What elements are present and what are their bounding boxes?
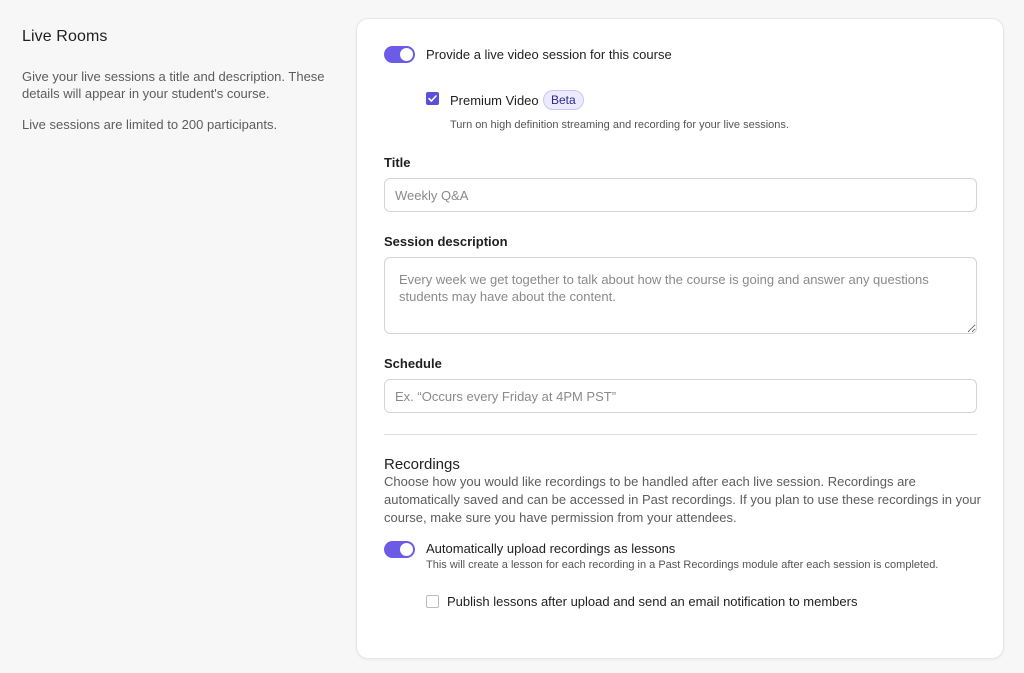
checkmark-icon xyxy=(427,93,438,104)
title-label: Title xyxy=(384,155,411,170)
premium-video-helper: Turn on high definition streaming and recording for your live sessions. xyxy=(450,119,789,131)
toggle-knob xyxy=(400,48,413,61)
recordings-title: Recordings xyxy=(384,456,460,473)
auto-upload-toggle[interactable] xyxy=(384,541,415,558)
auto-upload-label: Automatically upload recordings as lessons xyxy=(426,541,676,556)
schedule-label: Schedule xyxy=(384,356,442,371)
publish-lessons-label: Publish lessons after upload and send an email notification to members xyxy=(447,594,858,609)
session-description-label: Session description xyxy=(384,234,508,249)
participant-limit-note: Live sessions are limited to 200 participants. xyxy=(22,117,278,132)
toggle-knob xyxy=(400,543,413,556)
title-input[interactable] xyxy=(384,178,977,212)
recordings-description: Choose how you would like recordings to be handled after each live session. Recordings are automatically saved and can be accessed in Past recordings. If you plan to use these recordings in your course, make sure you have permission from your attendees. xyxy=(384,474,981,525)
section-description: Give your live sessions a title and description. These details will appear in your student's course. xyxy=(22,69,325,101)
session-description-textarea[interactable] xyxy=(384,257,977,334)
section-intro xyxy=(22,28,332,133)
premium-video-checkbox[interactable] xyxy=(426,92,439,105)
live-video-toggle-label: Provide a live video session for this course xyxy=(426,47,672,62)
live-video-toggle[interactable] xyxy=(384,46,415,63)
section-title: Live Rooms xyxy=(22,28,108,45)
schedule-input[interactable] xyxy=(384,379,977,413)
section-divider xyxy=(384,434,977,435)
live-room-settings-card xyxy=(356,18,1004,659)
beta-badge: Beta xyxy=(543,90,584,110)
publish-lessons-checkbox[interactable] xyxy=(426,595,439,608)
auto-upload-helper: This will create a lesson for each recording in a Past Recordings module after each session is completed. xyxy=(426,559,939,571)
premium-video-label: Premium Video xyxy=(450,93,539,108)
